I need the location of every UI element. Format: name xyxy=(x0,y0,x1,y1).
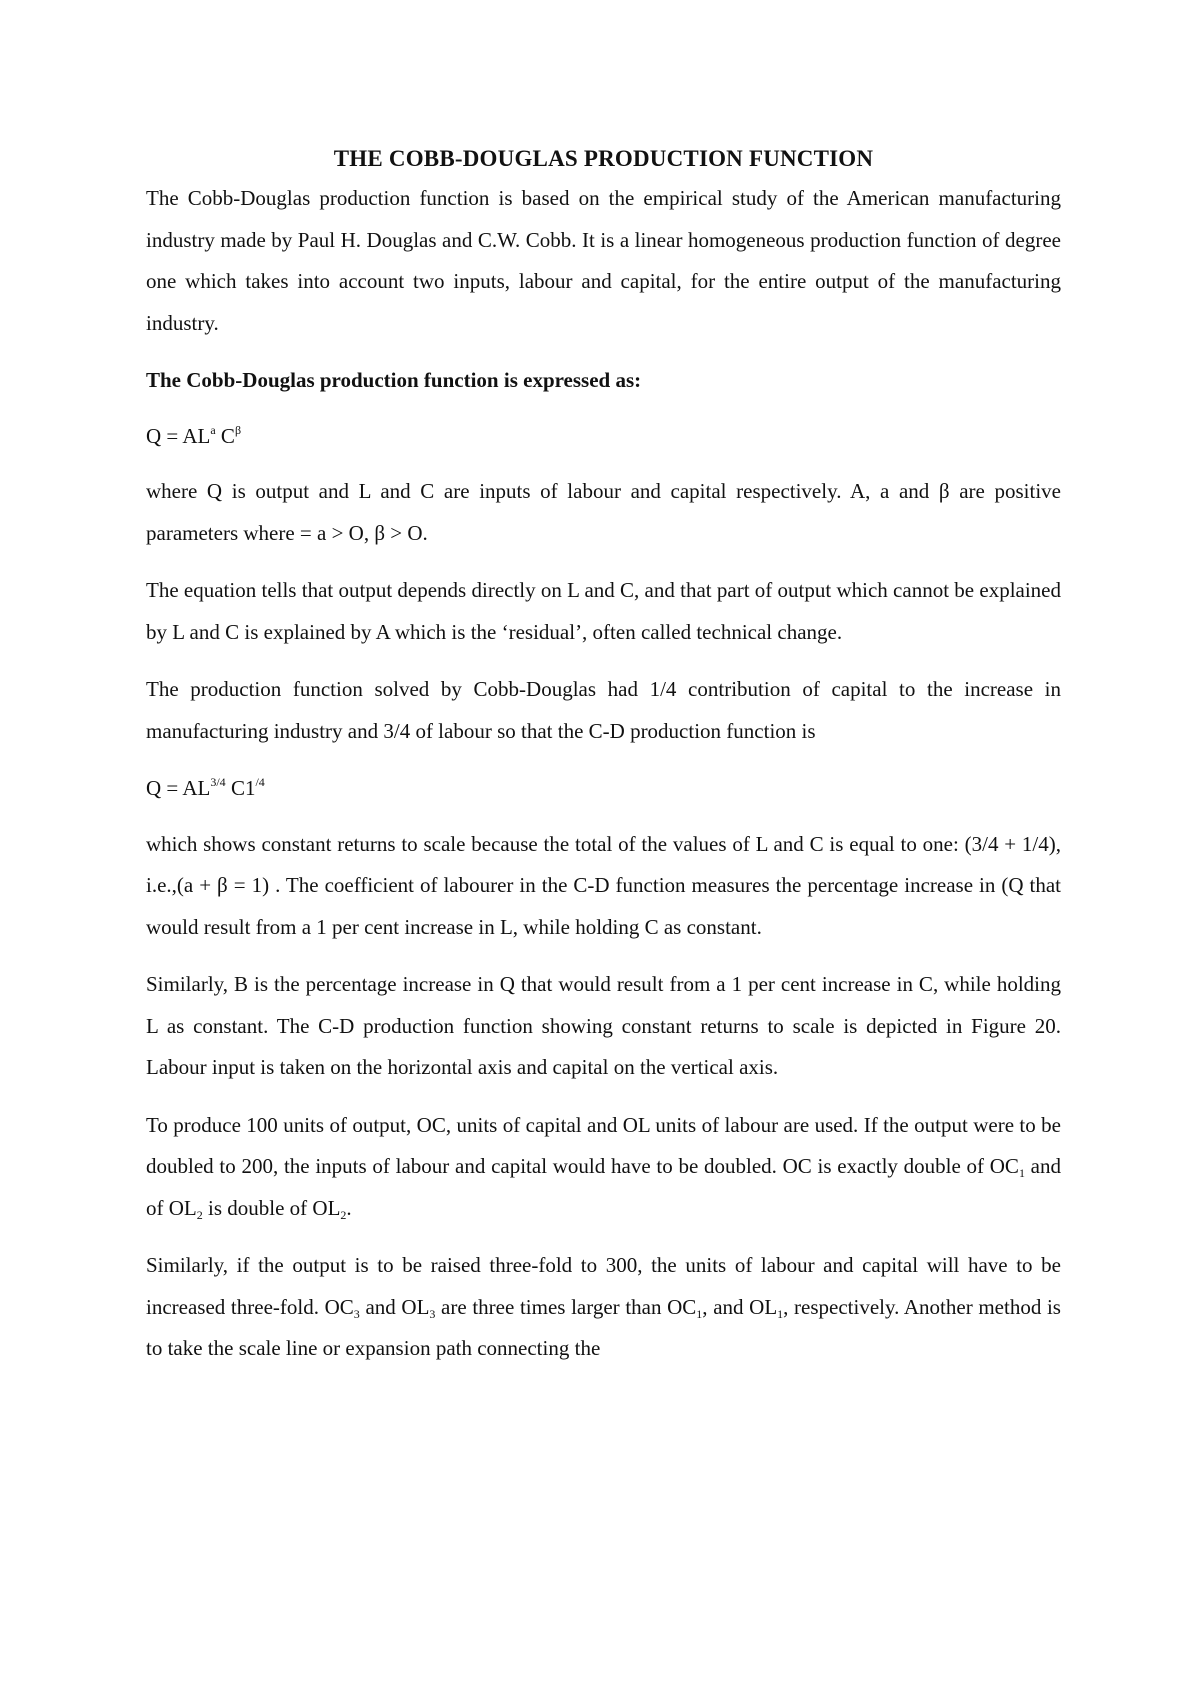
formula-cd-exp-capital: /4 xyxy=(255,775,265,789)
threefold-paragraph xyxy=(146,1245,1061,1370)
formula-cd-mid: C1 xyxy=(225,776,256,800)
produce-text-4: . xyxy=(346,1195,352,1220)
solved-paragraph: The production function solved by Cobb-Douglas had 1/4 contribution of capital to the increase in manufacturing industry and 3/4 of labour so that the C-D production function is xyxy=(146,677,1061,743)
produce-sub-1: 1 xyxy=(1018,1166,1025,1180)
threefold-sub-4: 1 xyxy=(777,1306,784,1321)
threefold-text-2: and OL xyxy=(359,1294,430,1319)
constant-returns-paragraph: which shows constant returns to scale because the total of the values of L and C is equal to one: (3/4 + 1/4), i.e.,(a + β = 1) . The coefficient of labourer in the C-D function measures the percentage increase in (Q that would result from a 1 per cent increase in L, while holding C as constant. xyxy=(146,831,1061,939)
threefold-text-4: , and OL xyxy=(702,1294,778,1319)
formula-general-mid: C xyxy=(215,423,235,448)
threefold-sub-1: 3 xyxy=(353,1306,360,1321)
equation-paragraph: The equation tells that output depends directly on L and C, and that part of output which cannot be explained by L and C is explained by A which is the ‘residual’, often called technical change. xyxy=(146,578,1061,644)
produce-sub-3: 2 xyxy=(340,1207,347,1222)
where-paragraph: where Q is output and L and C are inputs of labour and capital respectively. A, a and β are positive parameters where = a > O, β > O. xyxy=(146,479,1061,545)
threefold-text-1: Similarly, if the output is to be raised three-fold to 300, the units of labour and capital will have to be increased three-fold. OC xyxy=(146,1253,1061,1319)
produce-output-paragraph xyxy=(146,1105,1061,1230)
threefold-text-3: are three times larger than OC xyxy=(435,1294,697,1319)
produce-text-2: and of OL xyxy=(146,1154,1061,1220)
threefold-sub-3: 1 xyxy=(696,1306,703,1321)
formula-general-exp-alpha: a xyxy=(210,422,216,437)
document-title: THE COBB-DOUGLAS PRODUCTION FUNCTION xyxy=(333,146,874,171)
similarly-paragraph: Similarly, B is the percentage increase in Q that would result from a 1 per cent increase in C, while holding L as constant. The C-D production function showing constant returns to scale is depicted in Figure 20. Labour input is taken on the horizontal axis and capital on the vertical axis. xyxy=(146,972,1061,1079)
produce-text-3: is double of OL xyxy=(202,1195,341,1220)
formula-cd xyxy=(146,768,1061,810)
formula-general xyxy=(146,416,1061,458)
formula-general-exp-beta: β xyxy=(234,422,242,437)
expressed-heading: The Cobb-Douglas production function is expressed as: xyxy=(146,368,642,392)
formula-cd-exp-labour: 3/4 xyxy=(210,775,226,789)
formula-general-base: Q = AL xyxy=(146,423,211,448)
produce-text-1: To produce 100 units of output, OC, units of capital and OL units of labour are used. If the output were to be doubled to 200, the inputs of labour and capital would have to be doubled. OC is exactly double of OC xyxy=(146,1112,1061,1178)
threefold-sub-2: 3 xyxy=(429,1306,436,1321)
formula-cd-base: Q = AL xyxy=(146,776,211,800)
document-body xyxy=(146,140,1061,1386)
threefold-text-5: , respectively. Another method is to take the scale line or expansion path connecting the xyxy=(146,1294,1061,1360)
produce-sub-2: 2 xyxy=(196,1207,203,1222)
intro-paragraph: The Cobb-Douglas production function is based on the empirical study of the American manufacturing industry made by Paul H. Douglas and C.W. Cobb. It is a linear homogeneous production function of degree one which takes into account two inputs, labour and capital, for the entire output of the manufacturing industry. xyxy=(146,186,1061,335)
